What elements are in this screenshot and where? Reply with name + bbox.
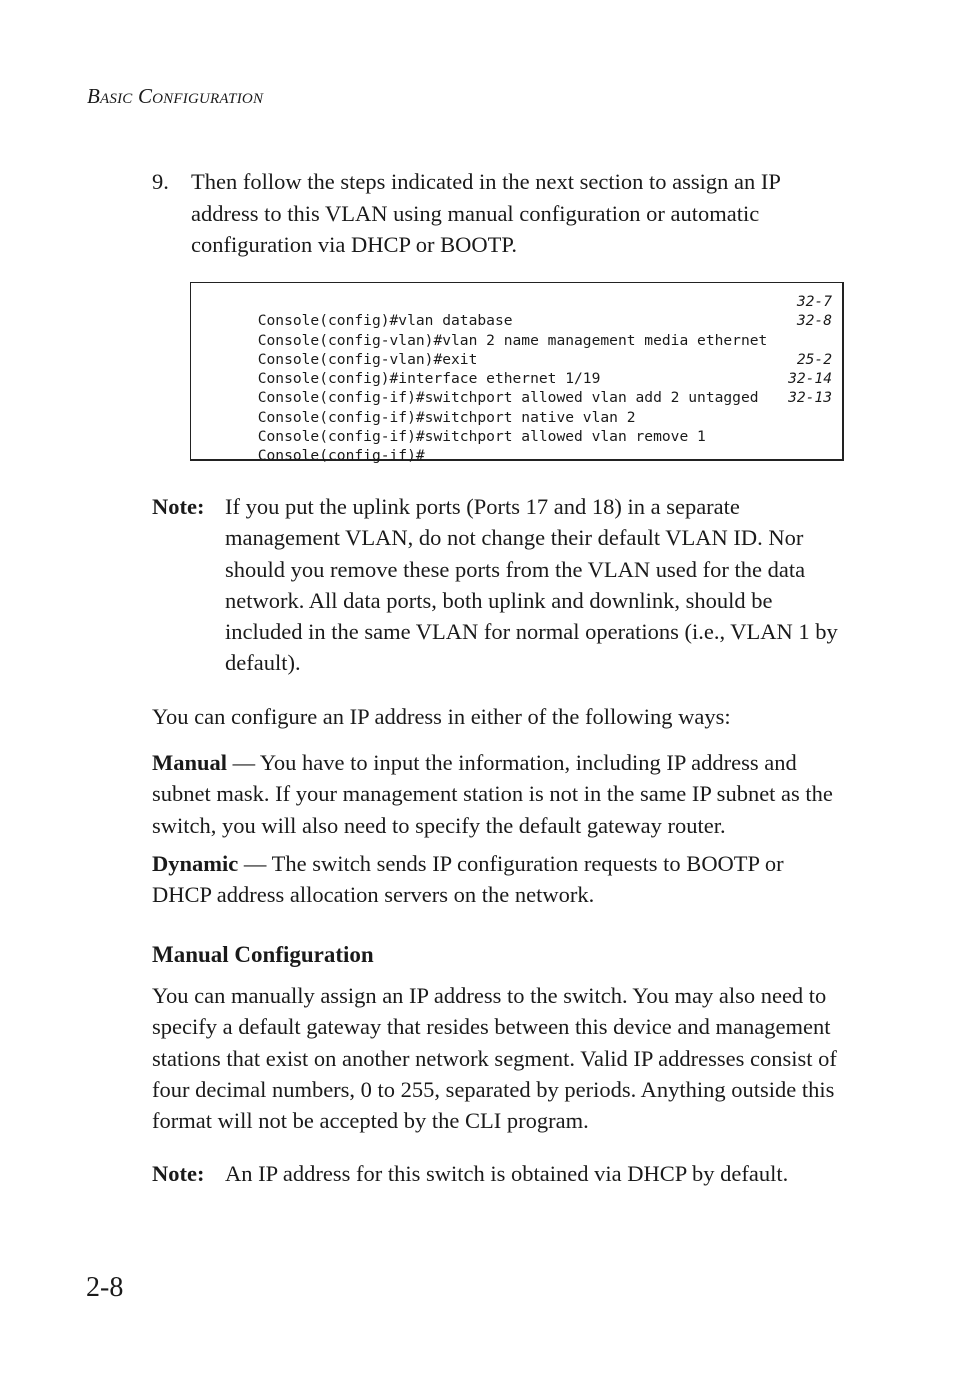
note-text: If you put the uplink ports (Ports 17 and 18) in a separate management VLAN, do not change their default VLAN ID. Nor should you remove these ports from the VLAN used for the data network. All data ports, both uplink and downlink, should be included in the same VLAN for normal operations (i.e., VLAN 1 by default). [225, 494, 838, 676]
section-body: You can manually assign an IP address to the switch. You may also need to specify a default gateway that resides between this device and management stations that exist on another network segment. Valid IP addresses consist of four decimal numbers, 0 to 255, separated by periods. Anything outside this format will not be accepted by the CLI program. [152, 983, 837, 1134]
note-label: Note: [152, 1161, 205, 1186]
dynamic-paragraph [152, 848, 844, 911]
code-command: Console(config-if)#switchport allowed vlan add 2 untagged [257, 389, 759, 407]
code-page-ref: 32-8 [796, 312, 832, 330]
page-number: 2-8 [86, 1272, 124, 1303]
note-text: An IP address for this switch is obtained via DHCP by default. [225, 1161, 789, 1186]
note-dhcp-default [152, 1158, 844, 1189]
code-line [205, 311, 832, 349]
code-command: Console(config-if)#switchport native vlan 2 [257, 408, 636, 426]
note-label: Note: [152, 494, 205, 519]
running-header: Basic Configuration [87, 84, 264, 108]
code-page-ref: 25-2 [796, 350, 832, 368]
step-9 [152, 166, 842, 261]
code-line [205, 388, 832, 426]
code-command: Console(config-if)# [257, 447, 425, 465]
code-page-ref: 32-14 [788, 370, 832, 388]
manual-text: — You have to input the information, including IP address and subnet mask. If your management station is not in the same IP subnet as the switch, you will also need to specify the default gateway router. [152, 750, 833, 838]
step-number: 9. [152, 169, 169, 194]
code-command: Console(config-vlan)#vlan 2 name management media ethernet [257, 331, 768, 349]
note-uplink-ports [152, 491, 844, 679]
code-command: Console(config-vlan)#exit [257, 350, 478, 368]
section-heading: Manual Configuration [152, 942, 374, 967]
code-command: Console(config-if)#switchport allowed vlan remove 1 [257, 428, 706, 446]
code-page-ref: 32-7 [796, 293, 832, 310]
code-line [205, 427, 832, 465]
code-command: Console(config)#vlan database [257, 312, 513, 330]
intro-paragraph: You can configure an IP address in either of the following ways: [152, 704, 731, 729]
code-line [205, 408, 832, 446]
code-command: Console(config)#interface ethernet 1/19 [257, 370, 601, 388]
code-example-box [190, 282, 844, 465]
dynamic-text: — The switch sends IP configuration requests to BOOTP or DHCP address allocation servers on the network. [152, 851, 784, 908]
step-text: Then follow the steps indicated in the next section to assign an IP address to this VLAN using manual configuration or automatic configuration via DHCP or BOOTP. [191, 169, 781, 257]
code-lines [205, 292, 832, 465]
dynamic-term: Dynamic [152, 851, 239, 876]
manual-paragraph [152, 747, 844, 841]
code-page-ref: 32-13 [788, 389, 832, 407]
manual-term: Manual [152, 750, 228, 775]
